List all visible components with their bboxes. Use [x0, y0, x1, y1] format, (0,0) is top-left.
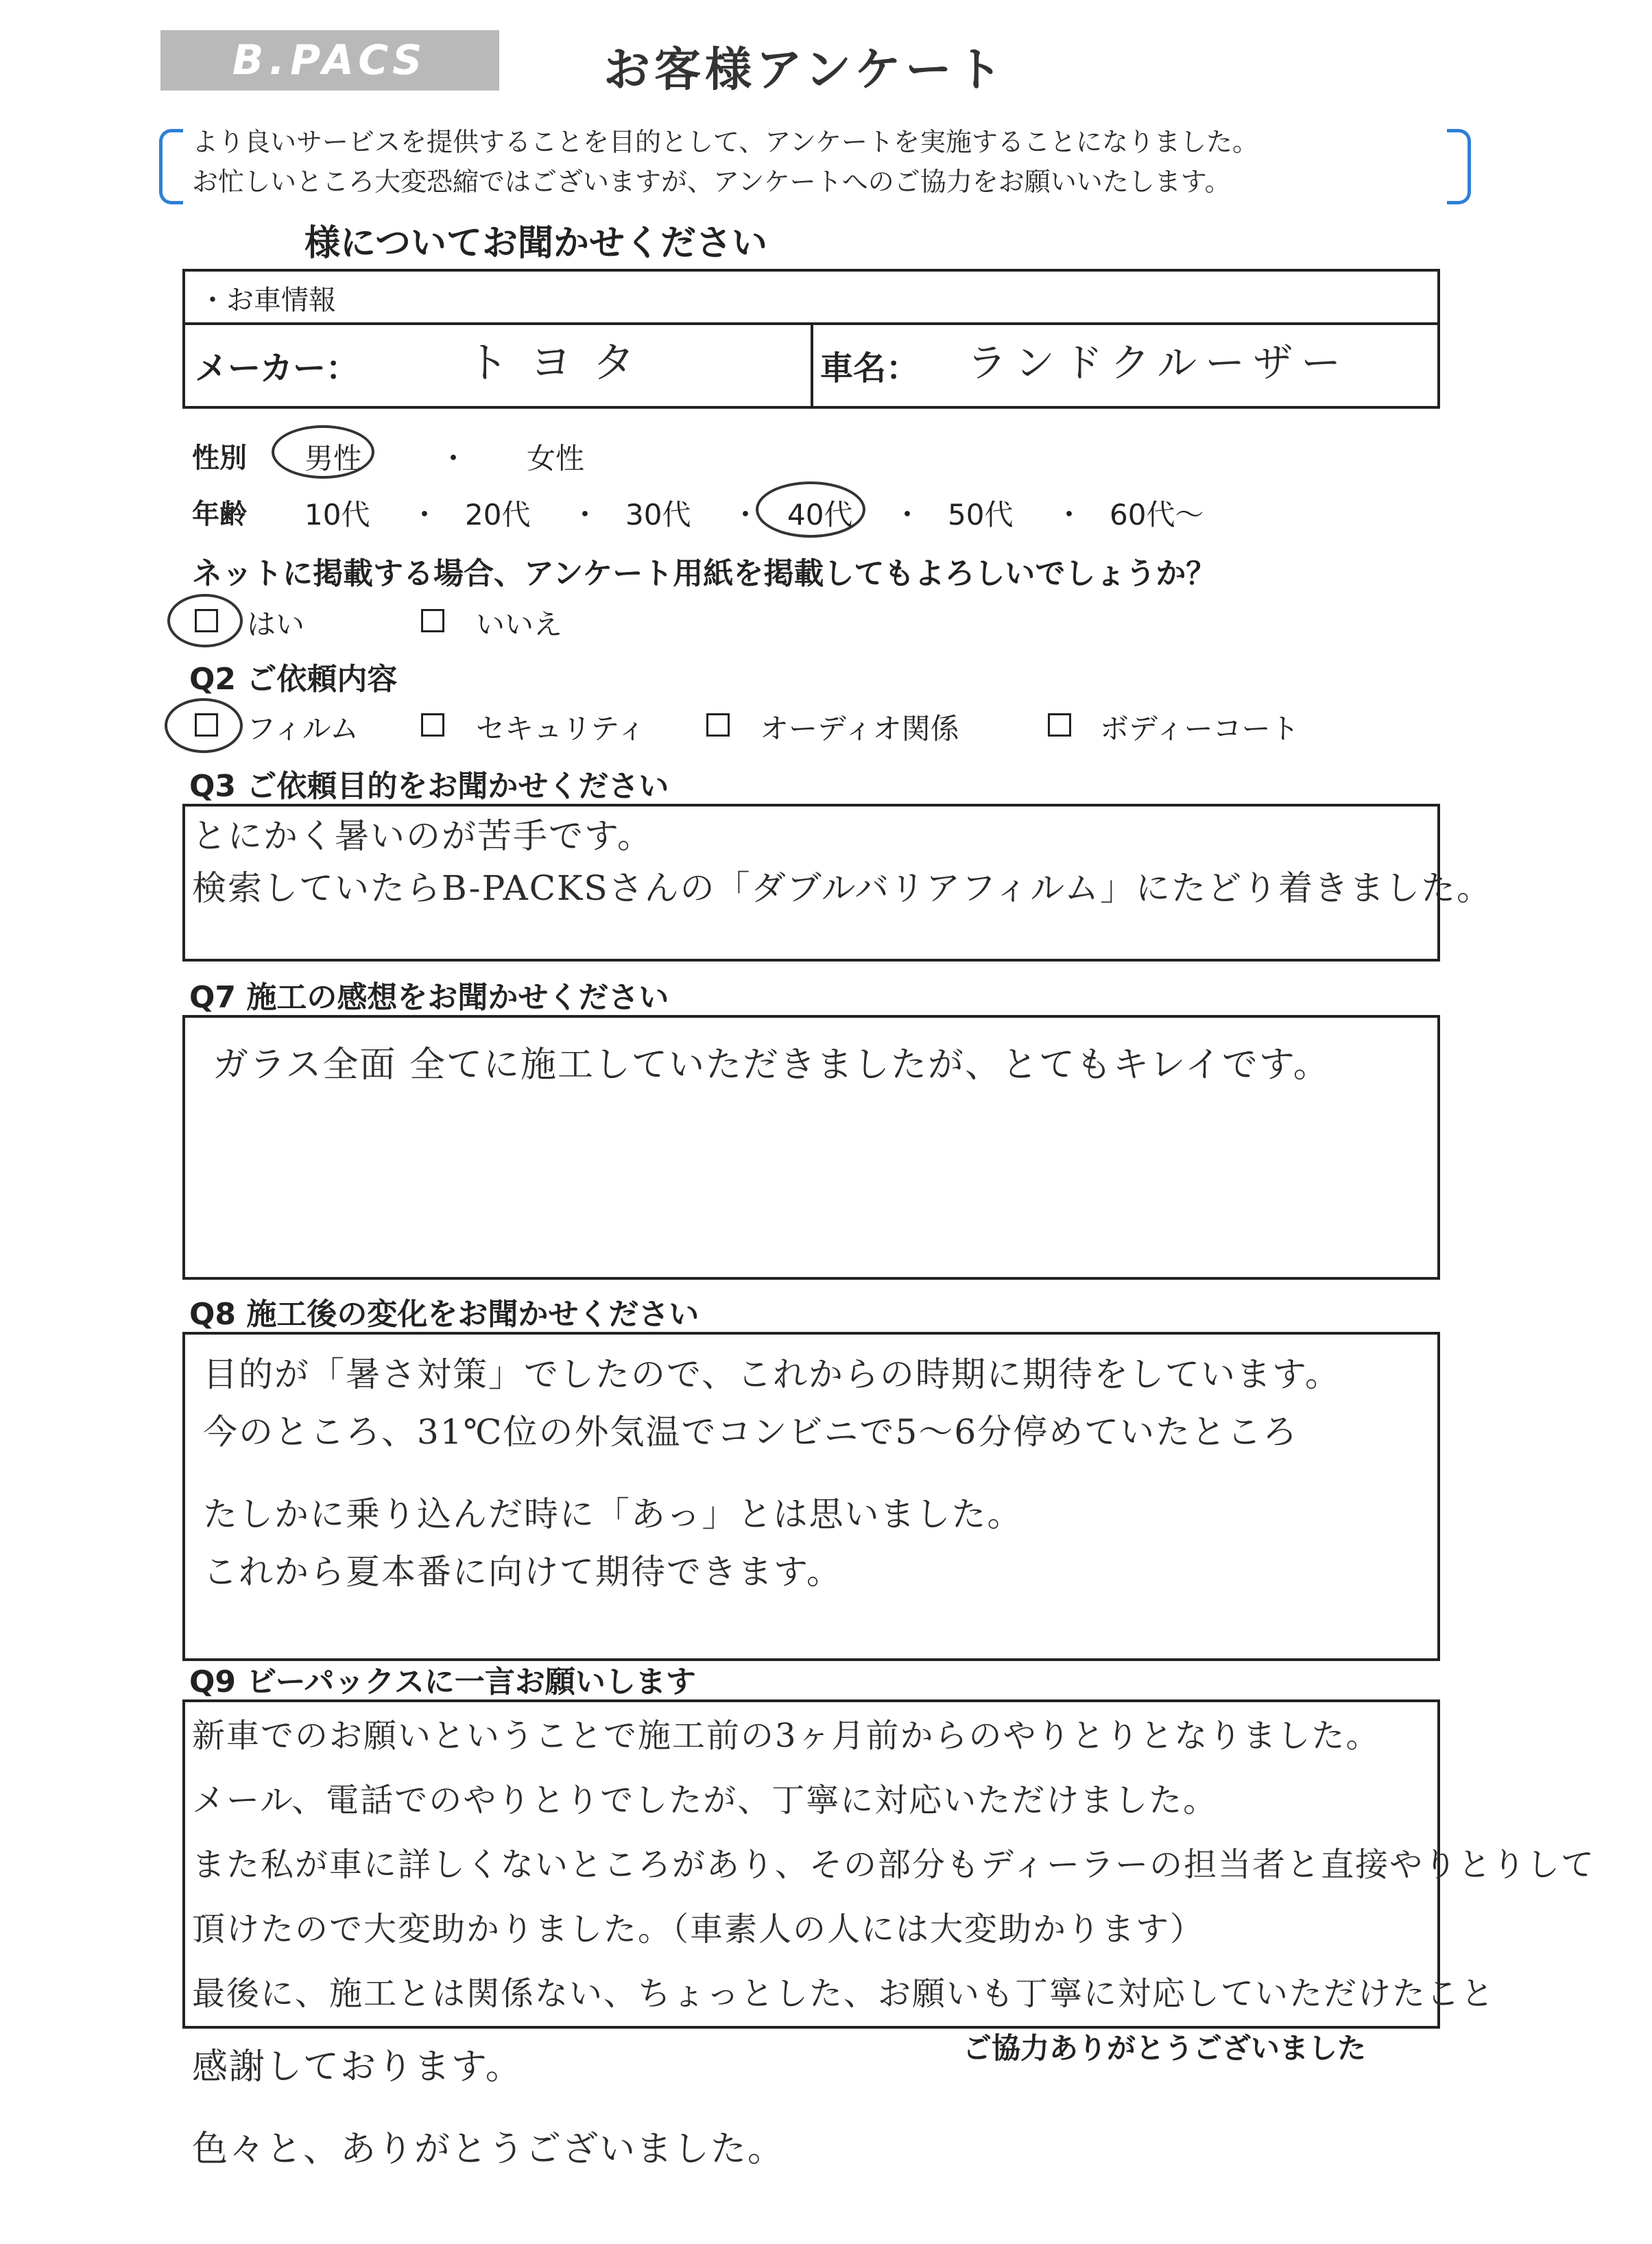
q2-option-film: フィルム	[247, 712, 359, 745]
thanks-footer: ご協力ありがとうございました	[963, 2031, 1367, 2065]
publish-no-label: いいえ	[476, 608, 563, 641]
q8-heading: Q8 施工後の変化をお聞かせください	[189, 1297, 699, 1332]
publish-no-checkbox[interactable]	[421, 609, 444, 632]
q2-bodycoat-checkbox[interactable]	[1048, 713, 1071, 737]
gender-option-female[interactable]: 女性	[527, 442, 585, 475]
q9-continued-line-2: 色々と、ありがとうございました。	[192, 2129, 785, 2170]
q9-answer-line-3: また私が車に詳しくないところがあり、その部分もディーラーの担当者と直接やりとりして	[192, 1846, 1596, 1884]
car-info-column-divider	[811, 322, 813, 409]
q2-option-security: セキュリティ	[476, 712, 646, 745]
q2-security-checkbox[interactable]	[421, 713, 444, 737]
age-separator: ・	[893, 498, 922, 532]
age-option-60s[interactable]: 60代〜	[1110, 498, 1204, 532]
age-label: 年齢	[192, 499, 247, 530]
car-section-label: ・お車情報	[199, 285, 336, 316]
q9-heading: Q9 ビーパックスに一言お願いします	[189, 1664, 696, 1699]
q9-answer-continued	[192, 2026, 785, 2191]
q9-answer-line-2: メール、電話でのやりとりでしたが、丁寧に対応いただけました。	[192, 1781, 1218, 1819]
q3-answer-line-2: 検索していたらB-PACKSさんの「ダブルバリアフィルム」にたどり着きました。	[192, 868, 1493, 908]
age-option-30s[interactable]: 30代	[625, 498, 691, 532]
selection-circle-film	[165, 698, 243, 753]
age-separator: ・	[731, 498, 761, 532]
q8-answer-line-2: 今のところ、31℃位の外気温でコンビニで5〜6分停めていたところ	[203, 1412, 1299, 1452]
q9-answer-line-1: 新車でのお願いということで施工前の3ヶ月前からのやりとりとなりました。	[192, 1717, 1380, 1755]
age-option-10s[interactable]: 10代	[304, 498, 370, 532]
right-bracket-decoration	[1447, 129, 1471, 204]
age-separator: ・	[1055, 498, 1084, 532]
q2-audio-checkbox[interactable]	[706, 713, 730, 737]
publish-question: ネットに掲載する場合、アンケート用紙を掲載してもよろしいでしょうか？	[192, 556, 1217, 591]
q8-answer-line-1: 目的が「暑さ対策」でしたので、これからの時期に期待をしています。	[203, 1354, 1341, 1394]
q3-heading: Q3 ご依頼目的をお聞かせください	[189, 769, 669, 804]
q7-heading: Q7 施工の感想をお聞かせください	[189, 980, 669, 1015]
q9-continued-line-1: 感謝しております。	[192, 2046, 523, 2088]
maker-label: メーカー：	[195, 349, 359, 387]
age-option-40s[interactable]: 40代	[787, 498, 853, 532]
q8-answer-line-4: たしかに乗り込んだ時に「あっ」とは思いました。	[203, 1494, 1023, 1534]
maker-value[interactable]: トヨタ	[466, 337, 656, 387]
q2-option-audio: オーディオ関係	[760, 712, 959, 745]
publish-yes-label: はい	[247, 608, 305, 641]
q9-answer-line-5: 最後に、施工とは関係ない、ちょっとした、お願いも丁寧に対応していただけたこと	[192, 1974, 1496, 2013]
q7-answer-line-1: ガラス全面 全てに施工していただきましたが、とてもキレイです。	[213, 1045, 1330, 1086]
model-value[interactable]: ランドクルーザー	[967, 339, 1350, 386]
q9-answer	[192, 1704, 1595, 2026]
logo-text: B.PACS	[232, 36, 428, 84]
intro-line-1: より良いサービスを提供することを目的として、アンケートを実施することになりました。	[192, 127, 1258, 157]
left-bracket-decoration	[159, 129, 183, 204]
age-option-50s[interactable]: 50代	[948, 498, 1014, 532]
q3-answer-line-1: とにかく暑いのが苦手です。	[192, 816, 653, 856]
gender-option-male[interactable]: 男性	[304, 442, 363, 475]
q3-answer	[192, 804, 1492, 920]
gender-label: 性別	[192, 442, 247, 474]
intro-line-2: お忙しいところ大変恐縮ではございますが、アンケートへのご協力をお願いいたします。	[192, 167, 1231, 197]
q8-answer-line-3	[203, 1461, 1341, 1485]
selection-circle-male	[272, 425, 374, 479]
bpacs-logo	[160, 30, 499, 91]
intro-text	[192, 122, 1258, 202]
age-separator: ・	[410, 498, 440, 532]
gender-separator: ・	[439, 442, 468, 475]
q2-option-bodycoat: ボディーコート	[1100, 712, 1300, 745]
selection-circle-40s	[756, 481, 865, 538]
q8-answer	[203, 1346, 1341, 1601]
age-separator: ・	[571, 498, 600, 532]
q2-heading: Q2 ご依頼内容	[189, 662, 398, 697]
page-title: お客様アンケート	[603, 43, 1007, 97]
customer-name-heading: 様についてお聞かせください	[304, 223, 767, 264]
model-label: 車名：	[820, 349, 920, 387]
q8-answer-line-5: これから夏本番に向けて期待できます。	[203, 1552, 842, 1592]
age-option-20s[interactable]: 20代	[465, 498, 531, 532]
selection-circle-yes	[167, 594, 243, 647]
q9-answer-line-4: 頂けたので大変助かりました。（車素人の人には大変助かります）	[192, 1910, 1205, 1948]
q7-answer	[213, 1033, 1330, 1097]
